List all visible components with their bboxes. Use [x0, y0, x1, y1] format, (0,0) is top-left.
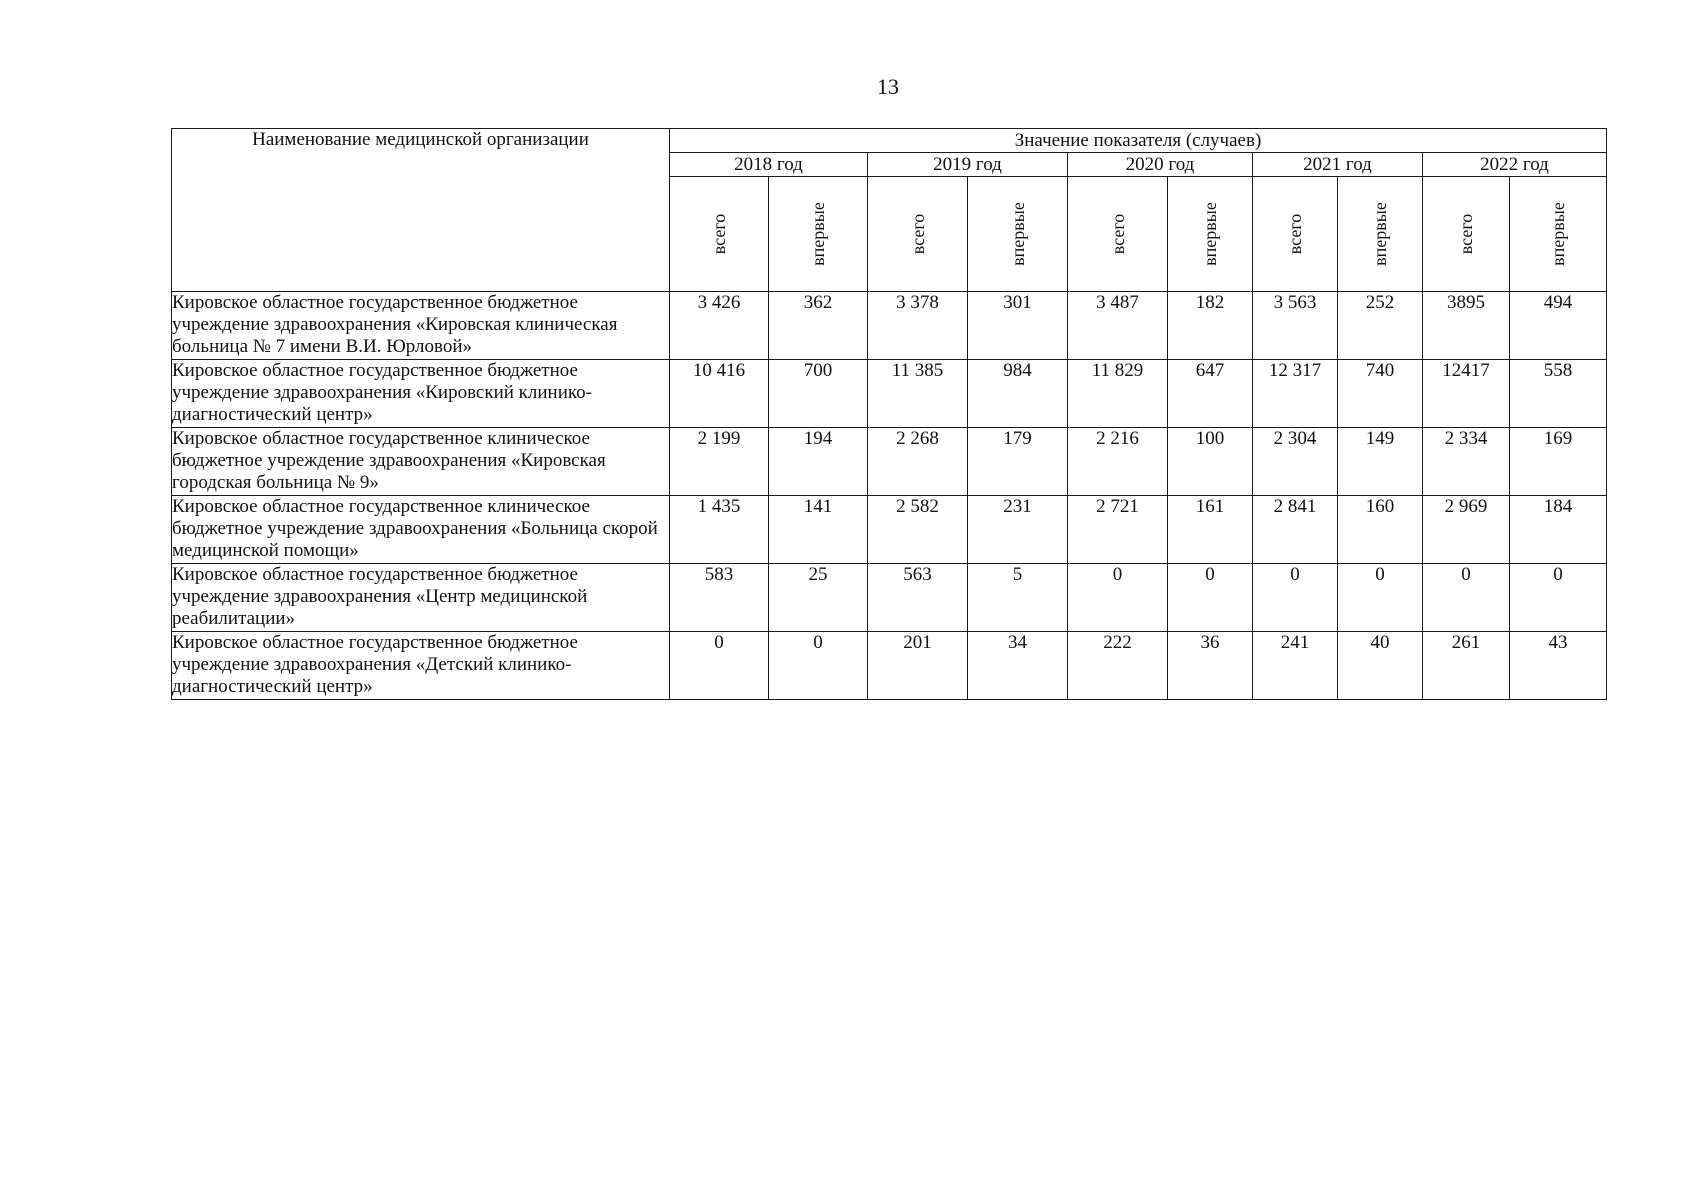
value-cell: 252	[1338, 292, 1423, 360]
subheader-first: впервые	[769, 177, 868, 292]
value-cell: 984	[968, 360, 1068, 428]
medical-organizations-table	[171, 128, 1607, 700]
value-cell: 2 841	[1253, 496, 1338, 564]
value-cell: 2 721	[1068, 496, 1168, 564]
value-cell: 40	[1338, 632, 1423, 700]
value-cell: 141	[769, 496, 868, 564]
value-cell: 0	[769, 632, 868, 700]
value-cell: 301	[968, 292, 1068, 360]
value-cell: 182	[1168, 292, 1253, 360]
value-cell: 201	[868, 632, 968, 700]
organization-name-cell: Кировское областное государственное клиническое бюджетное учреждение здравоохранения «Больница скорой медицинской помощи»	[172, 496, 670, 564]
value-cell: 700	[769, 360, 868, 428]
value-cell: 558	[1510, 360, 1607, 428]
value-cell: 222	[1068, 632, 1168, 700]
value-cell: 36	[1168, 632, 1253, 700]
organization-name-cell: Кировское областное государственное бюджетное учреждение здравоохранения «Кировская клиническая больница № 7 имени В.И. Юрловой»	[172, 292, 670, 360]
value-cell: 3 426	[670, 292, 769, 360]
value-cell: 2 199	[670, 428, 769, 496]
subheader-total: всего	[1253, 177, 1338, 292]
table-row	[172, 632, 1607, 700]
value-cell: 160	[1338, 496, 1423, 564]
subheader-first: впервые	[968, 177, 1068, 292]
value-cell: 3 378	[868, 292, 968, 360]
value-cell: 0	[1253, 564, 1338, 632]
value-cell: 2 216	[1068, 428, 1168, 496]
value-cell: 25	[769, 564, 868, 632]
organization-name-cell: Кировское областное государственное клиническое бюджетное учреждение здравоохранения «Кировская городская больница № 9»	[172, 428, 670, 496]
value-cell: 2 268	[868, 428, 968, 496]
value-cell: 2 582	[868, 496, 968, 564]
table-row	[172, 428, 1607, 496]
value-cell: 194	[769, 428, 868, 496]
value-cell: 3 563	[1253, 292, 1338, 360]
table-row	[172, 496, 1607, 564]
value-cell: 647	[1168, 360, 1253, 428]
subheader-total: всего	[1423, 177, 1510, 292]
value-cell: 0	[1510, 564, 1607, 632]
year-header-2022: 2022 год	[1423, 153, 1607, 177]
value-cell: 100	[1168, 428, 1253, 496]
value-cell: 184	[1510, 496, 1607, 564]
value-cell: 5	[968, 564, 1068, 632]
year-header-2021: 2021 год	[1253, 153, 1423, 177]
value-cell: 3 487	[1068, 292, 1168, 360]
value-cell: 362	[769, 292, 868, 360]
subheader-first: впервые	[1510, 177, 1607, 292]
year-header-2020: 2020 год	[1068, 153, 1253, 177]
table-row	[172, 360, 1607, 428]
value-cell: 149	[1338, 428, 1423, 496]
value-cell: 12417	[1423, 360, 1510, 428]
value-cell: 43	[1510, 632, 1607, 700]
subheader-total: всего	[868, 177, 968, 292]
value-cell: 0	[1068, 564, 1168, 632]
value-cell: 261	[1423, 632, 1510, 700]
page-number: 13	[877, 74, 899, 99]
subheader-total: всего	[670, 177, 769, 292]
value-cell: 2 304	[1253, 428, 1338, 496]
value-cell: 563	[868, 564, 968, 632]
value-cell: 10 416	[670, 360, 769, 428]
organization-name-header: Наименование медицинской организации	[172, 129, 670, 292]
value-cell: 2 334	[1423, 428, 1510, 496]
subheader-total: всего	[1068, 177, 1168, 292]
table-row	[172, 564, 1607, 632]
value-cell: 0	[670, 632, 769, 700]
value-cell: 231	[968, 496, 1068, 564]
value-cell: 169	[1510, 428, 1607, 496]
value-cell: 161	[1168, 496, 1253, 564]
value-cell: 1 435	[670, 496, 769, 564]
value-cell: 0	[1423, 564, 1510, 632]
organization-name-cell: Кировское областное государственное бюджетное учреждение здравоохранения «Центр медицинской реабилитации»	[172, 564, 670, 632]
year-header-2019: 2019 год	[868, 153, 1068, 177]
year-header-2018: 2018 год	[670, 153, 868, 177]
value-cell: 3895	[1423, 292, 1510, 360]
value-cell: 740	[1338, 360, 1423, 428]
value-cell: 494	[1510, 292, 1607, 360]
subheader-first: впервые	[1168, 177, 1253, 292]
value-cell: 0	[1338, 564, 1423, 632]
value-cell: 241	[1253, 632, 1338, 700]
subheader-first: впервые	[1338, 177, 1423, 292]
value-cell: 34	[968, 632, 1068, 700]
value-cell: 11 829	[1068, 360, 1168, 428]
value-cell: 583	[670, 564, 769, 632]
indicator-value-header: Значение показателя (случаев)	[670, 129, 1607, 153]
organization-name-cell: Кировское областное государственное бюджетное учреждение здравоохранения «Детский клинико-диагностический центр»	[172, 632, 670, 700]
value-cell: 12 317	[1253, 360, 1338, 428]
value-cell: 2 969	[1423, 496, 1510, 564]
table-row	[172, 292, 1607, 360]
value-cell: 11 385	[868, 360, 968, 428]
value-cell: 0	[1168, 564, 1253, 632]
value-cell: 179	[968, 428, 1068, 496]
organization-name-cell: Кировское областное государственное бюджетное учреждение здравоохранения «Кировский клинико-диагностический центр»	[172, 360, 670, 428]
